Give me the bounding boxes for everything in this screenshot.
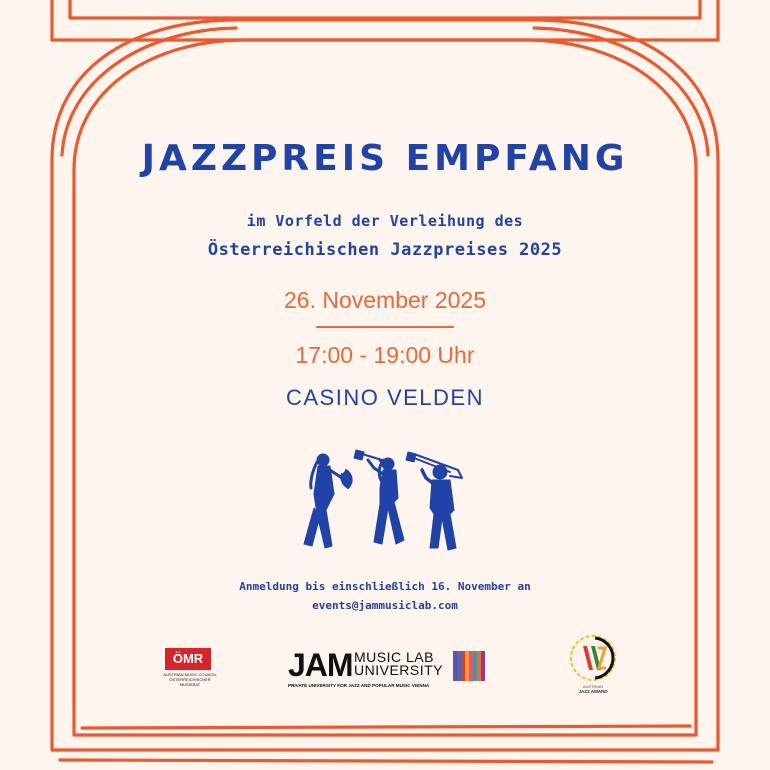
award-logo-line-1: AUSTRIAN — [582, 684, 604, 689]
subtitle-line-2: Österreichischen Jazzpreises 2025 — [207, 240, 563, 260]
subtitle-line-1: im Vorfeld der Verleihung des — [246, 212, 524, 230]
omr-logo-mark: ÖMR — [165, 648, 211, 670]
registration-email-link[interactable]: events@jammusiclab.com — [312, 599, 458, 612]
event-venue: CASINO VELDEN — [286, 385, 484, 410]
divider — [316, 326, 454, 328]
jam-logo-word: JAM — [288, 647, 353, 683]
jam-logo-line-1: MUSIC LAB — [354, 649, 434, 665]
event-date: 26. November 2025 — [283, 287, 486, 313]
jam-logo-tagline: PRIVATE UNIVERSITY FOR JAZZ AND POPULAR MUSIC VIENNA — [288, 683, 430, 688]
event-time: 17:00 - 19:00 Uhr — [295, 342, 475, 368]
jam-logo-line-2: UNIVERSITY — [354, 662, 444, 678]
musicians-silhouette-icon — [290, 448, 480, 556]
registration-deadline: Anmeldung bis einschließlich 16. November an — [239, 580, 531, 593]
event-title: JAZZPREIS EMPFANG — [141, 138, 629, 179]
jazz-award-mark-icon — [565, 630, 621, 684]
jam-color-stripes-icon — [453, 651, 487, 681]
omr-logo-line-2: ÖSTERREICHISCHER MUSIKRAT — [169, 677, 211, 687]
award-logo-line-2: JAZZ AWARD — [578, 689, 608, 694]
omr-logo-line-1: AUSTRIAN MUSIC COUNCIL — [163, 672, 217, 677]
omr-logo — [160, 648, 220, 688]
austrian-jazz-award-logo — [565, 630, 621, 696]
jam-music-lab-logo — [288, 648, 488, 690]
